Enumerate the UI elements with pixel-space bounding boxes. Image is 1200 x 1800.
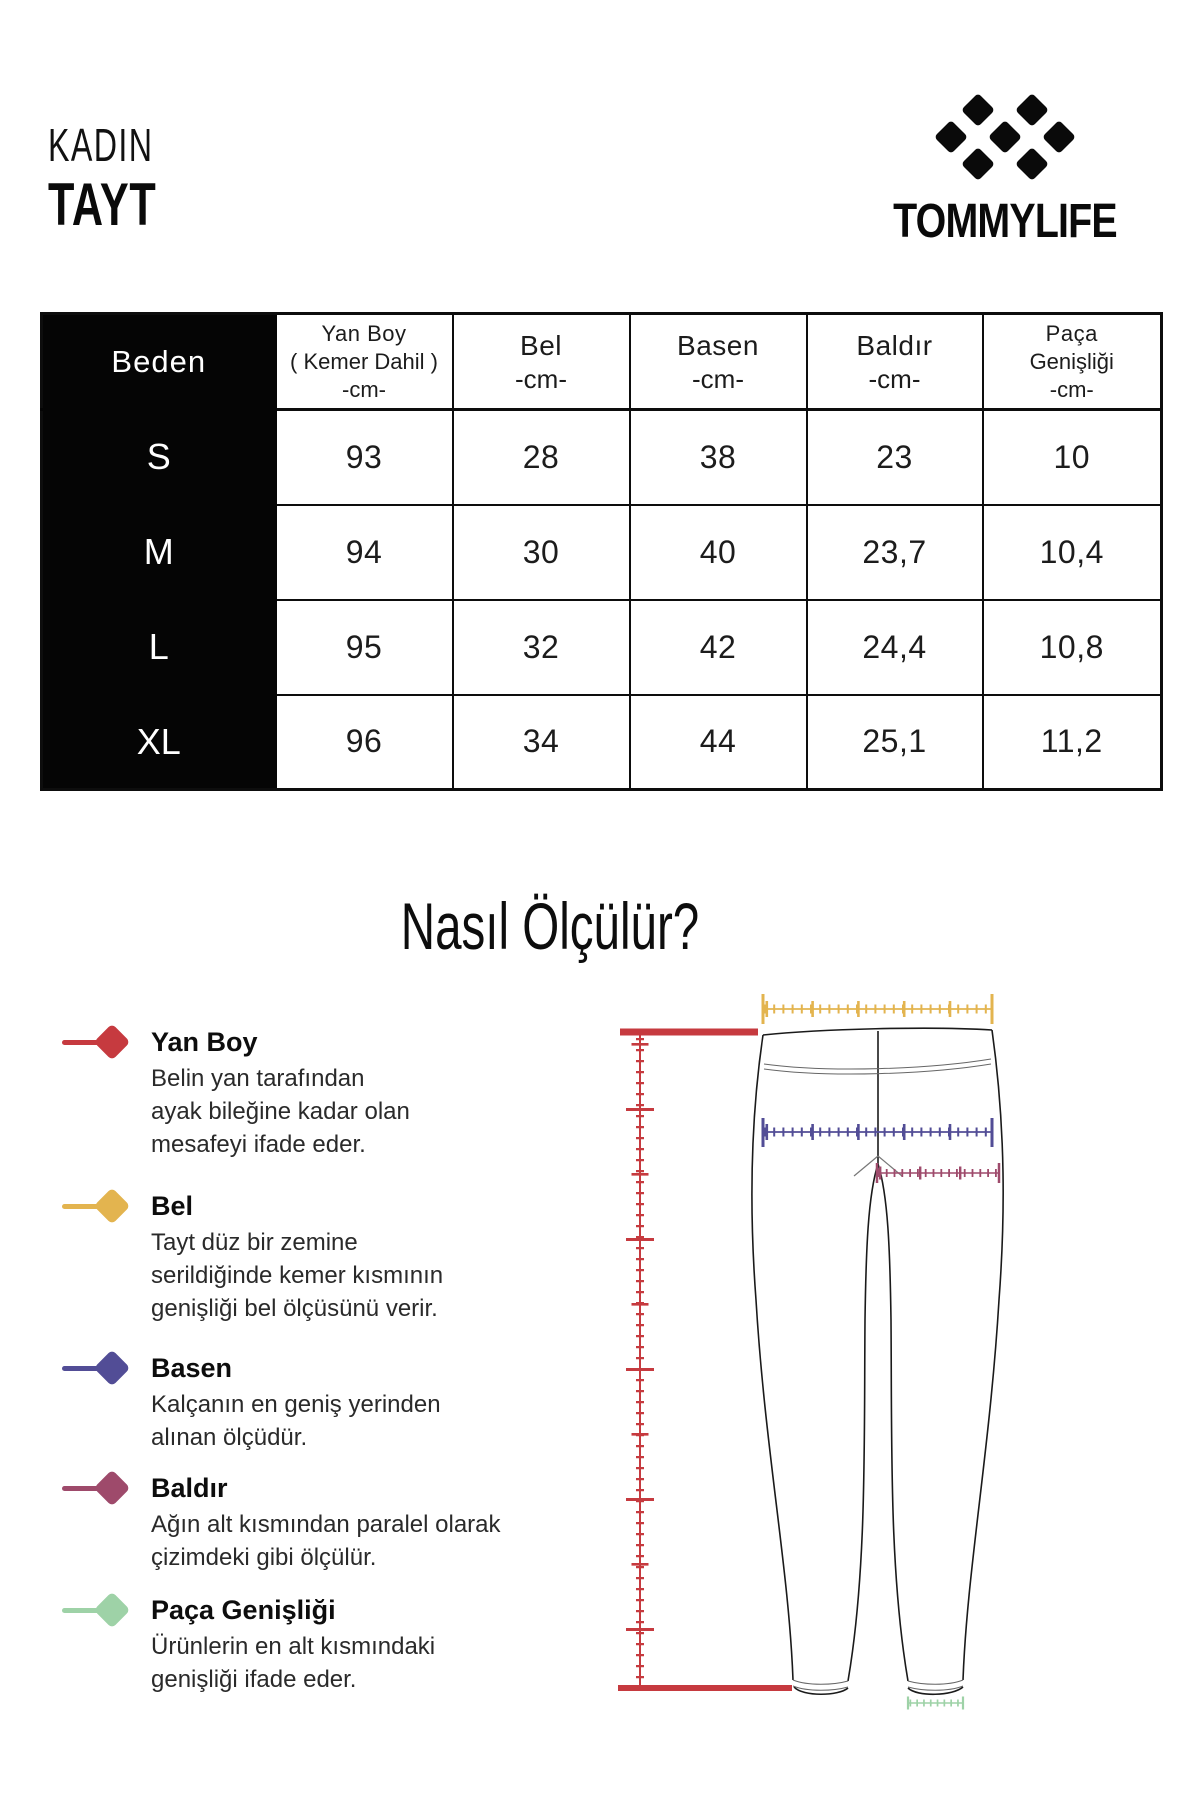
legend-description: Belin yan tarafından (151, 1065, 365, 1092)
size-cell: XL (42, 695, 276, 790)
table-corner-label: Beden (42, 314, 276, 410)
baldir-marker (55, 1472, 141, 1506)
size-cell: M (42, 505, 276, 600)
legend-description: genişliği bel ölçüsünü verir. (151, 1295, 438, 1322)
legend-label: Paça Genişliği (151, 1595, 336, 1625)
paca-ruler (908, 1697, 963, 1710)
legend-description: serildiğinde kemer kısmının (151, 1262, 444, 1289)
table-row-l (42, 600, 1162, 695)
size-cell: S (42, 410, 276, 505)
brand-name: TOMMYLIFE (893, 195, 1117, 248)
diamond-icon (94, 1592, 131, 1629)
how-to-measure-title: Nasıl Ölçülür? (400, 889, 700, 963)
column-header-basen: Basen -cm- (630, 314, 807, 410)
table-row-s (42, 410, 1162, 505)
yan-boy-marker (55, 1026, 141, 1060)
paca-marker (55, 1594, 141, 1628)
diamond-icon (94, 1188, 131, 1225)
legend-item-yan-boy (55, 1026, 621, 1161)
leggings-outline (752, 1028, 1003, 1694)
diamond-icon (94, 1350, 131, 1387)
legend-label: Yan Boy (151, 1027, 258, 1057)
diamond-icon (94, 1470, 131, 1507)
diamond-icon (94, 1024, 131, 1061)
baldir-ruler (877, 1163, 999, 1183)
value-cell: 44 (630, 695, 807, 790)
legend-description: Ürünlerin en alt kısmındaki (151, 1633, 436, 1660)
legend-description: Tayt düz bir zemine (151, 1229, 358, 1256)
bel-marker (55, 1190, 141, 1224)
value-cell: 10,4 (983, 505, 1162, 600)
value-cell: 24,4 (807, 600, 983, 695)
value-cell: 23,7 (807, 505, 983, 600)
legend-item-basen (55, 1352, 621, 1454)
legend-item-bel (55, 1190, 621, 1325)
legend-description: Kalçanın en geniş yerinden (151, 1391, 441, 1418)
value-cell: 96 (276, 695, 453, 790)
value-cell: 40 (630, 505, 807, 600)
brand-diamonds-icon (925, 86, 1085, 190)
bel-ruler (763, 994, 992, 1024)
column-header-yan-boy: Yan Boy ( Kemer Dahil ) -cm- (276, 314, 453, 410)
value-cell: 38 (630, 410, 807, 505)
legend-description: Ağın alt kısmından paralel olarak (151, 1511, 501, 1538)
value-cell: 28 (453, 410, 630, 505)
value-cell: 11,2 (983, 695, 1162, 790)
legend-item-paca-genisligi (55, 1594, 621, 1696)
value-cell: 10,8 (983, 600, 1162, 695)
brand-logo (850, 86, 1160, 249)
value-cell: 32 (453, 600, 630, 695)
column-header-baldir: Baldır -cm- (807, 314, 983, 410)
value-cell: 34 (453, 695, 630, 790)
size-table (40, 312, 1163, 791)
category-title: KADIN (48, 119, 154, 171)
legend-description: alınan ölçüdür. (151, 1424, 308, 1451)
column-header-paca-genisligi: Paça Genişliği -cm- (983, 314, 1162, 410)
legend-item-baldir (55, 1472, 621, 1574)
leggings-measurement-diagram (600, 980, 1020, 1725)
value-cell: 25,1 (807, 695, 983, 790)
product-title: TAYT (48, 171, 157, 238)
legend-label: Bel (151, 1191, 194, 1221)
value-cell: 30 (453, 505, 630, 600)
legend-label: Baldır (151, 1473, 228, 1503)
legend-description: genişliği ifade eder. (151, 1666, 357, 1693)
table-row-m (42, 505, 1162, 600)
value-cell: 23 (807, 410, 983, 505)
value-cell: 10 (983, 410, 1162, 505)
table-row-xl (42, 695, 1162, 790)
legend-description: çizimdeki gibi ölçülür. (151, 1544, 377, 1571)
basen-marker (55, 1352, 141, 1386)
value-cell: 42 (630, 600, 807, 695)
legend-description: mesafeyi ifade eder. (151, 1131, 366, 1158)
legend-label: Basen (151, 1353, 233, 1383)
legend-description: ayak bileğine kadar olan (151, 1098, 410, 1125)
size-cell: L (42, 600, 276, 695)
value-cell: 95 (276, 600, 453, 695)
value-cell: 94 (276, 505, 453, 600)
column-header-bel: Bel -cm- (453, 314, 630, 410)
value-cell: 93 (276, 410, 453, 505)
